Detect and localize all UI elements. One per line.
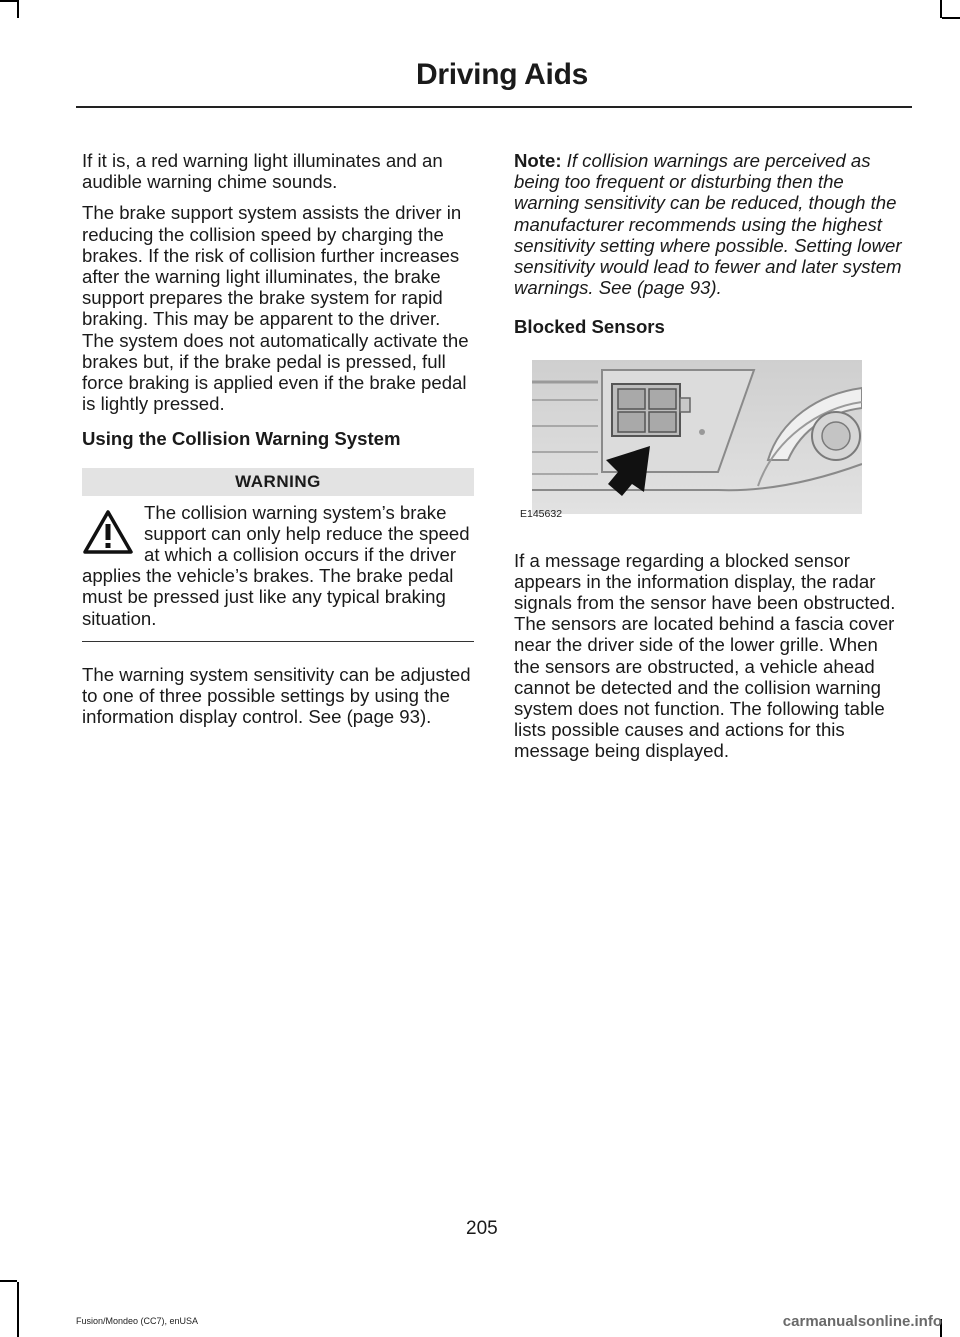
crop-mark bbox=[0, 0, 17, 2]
paragraph: The brake support system assists the driver in reducing the collision speed by charging the brakes. If the risk of collision further increases after the warning light illuminates, the brake support prepares the brake system for rapid braking. This may be apparent to the driver. The system does not automatically activate the brakes but, if the brake pedal is pressed, full force braking is applied even if the brake pedal is lightly pressed. bbox=[82, 202, 469, 415]
paragraph: If a message regarding a blocked sensor appears in the information display, the radar signals from the sensor have been obstructed. The sensors are located behind a fascia cover near the driver side of the lower grille. When the sensors are obstructed, a vehicle ahead cannot be detected and the collision warning system does not function. The following table lists possible causes and actions for this message being displayed. bbox=[514, 549, 896, 762]
footer-text: Fusion/Mondeo (CC7), enUSA bbox=[76, 1316, 199, 1326]
sensor-illustration bbox=[518, 360, 862, 528]
warning-triangle-icon bbox=[82, 508, 134, 556]
warning-header: WARNING bbox=[82, 468, 474, 496]
right-column bbox=[514, 150, 908, 772]
bumper-sensor-image bbox=[518, 360, 862, 528]
paragraph: If it is, a red warning light illuminates and an audible warning chime sounds. bbox=[82, 150, 443, 193]
note bbox=[514, 150, 908, 298]
figure-id: E145632 bbox=[520, 508, 563, 521]
section-heading: Blocked Sensors bbox=[514, 316, 665, 338]
crop-mark bbox=[940, 0, 942, 18]
crop-mark bbox=[942, 17, 960, 19]
left-column bbox=[82, 150, 474, 737]
watermark: carmanualsonline.info bbox=[782, 1313, 942, 1330]
paragraph: The warning system sensitivity can be adjusted to one of three possible settings by using the information display control. See (page 93). bbox=[82, 663, 471, 728]
section-heading: Using the Collision Warning System bbox=[82, 428, 401, 450]
crop-mark bbox=[0, 1280, 17, 1282]
crop-mark bbox=[17, 1282, 19, 1337]
page-title: Driving Aids bbox=[416, 58, 588, 91]
warning-text: The collision warning system’s brake support can only help reduce the speed at which a collision occurs if the driver applies the vehicle’s brakes. The brake pedal must be pressed just like any typical braking situation. bbox=[82, 501, 470, 629]
note-label: Note: bbox=[514, 150, 562, 171]
header-divider bbox=[76, 106, 912, 108]
note-text: If collision warnings are perceived as being too frequent or disturbing then the warning sensitivity can be reduced, though the manufacturer recommends using the highest sensitivity setting where possible. Setting lower sensitivity would lead to fewer and later system warnings. See (page 93). bbox=[514, 150, 902, 299]
warning-box bbox=[82, 502, 474, 642]
page-number: 205 bbox=[466, 1218, 498, 1239]
crop-mark bbox=[17, 0, 19, 18]
